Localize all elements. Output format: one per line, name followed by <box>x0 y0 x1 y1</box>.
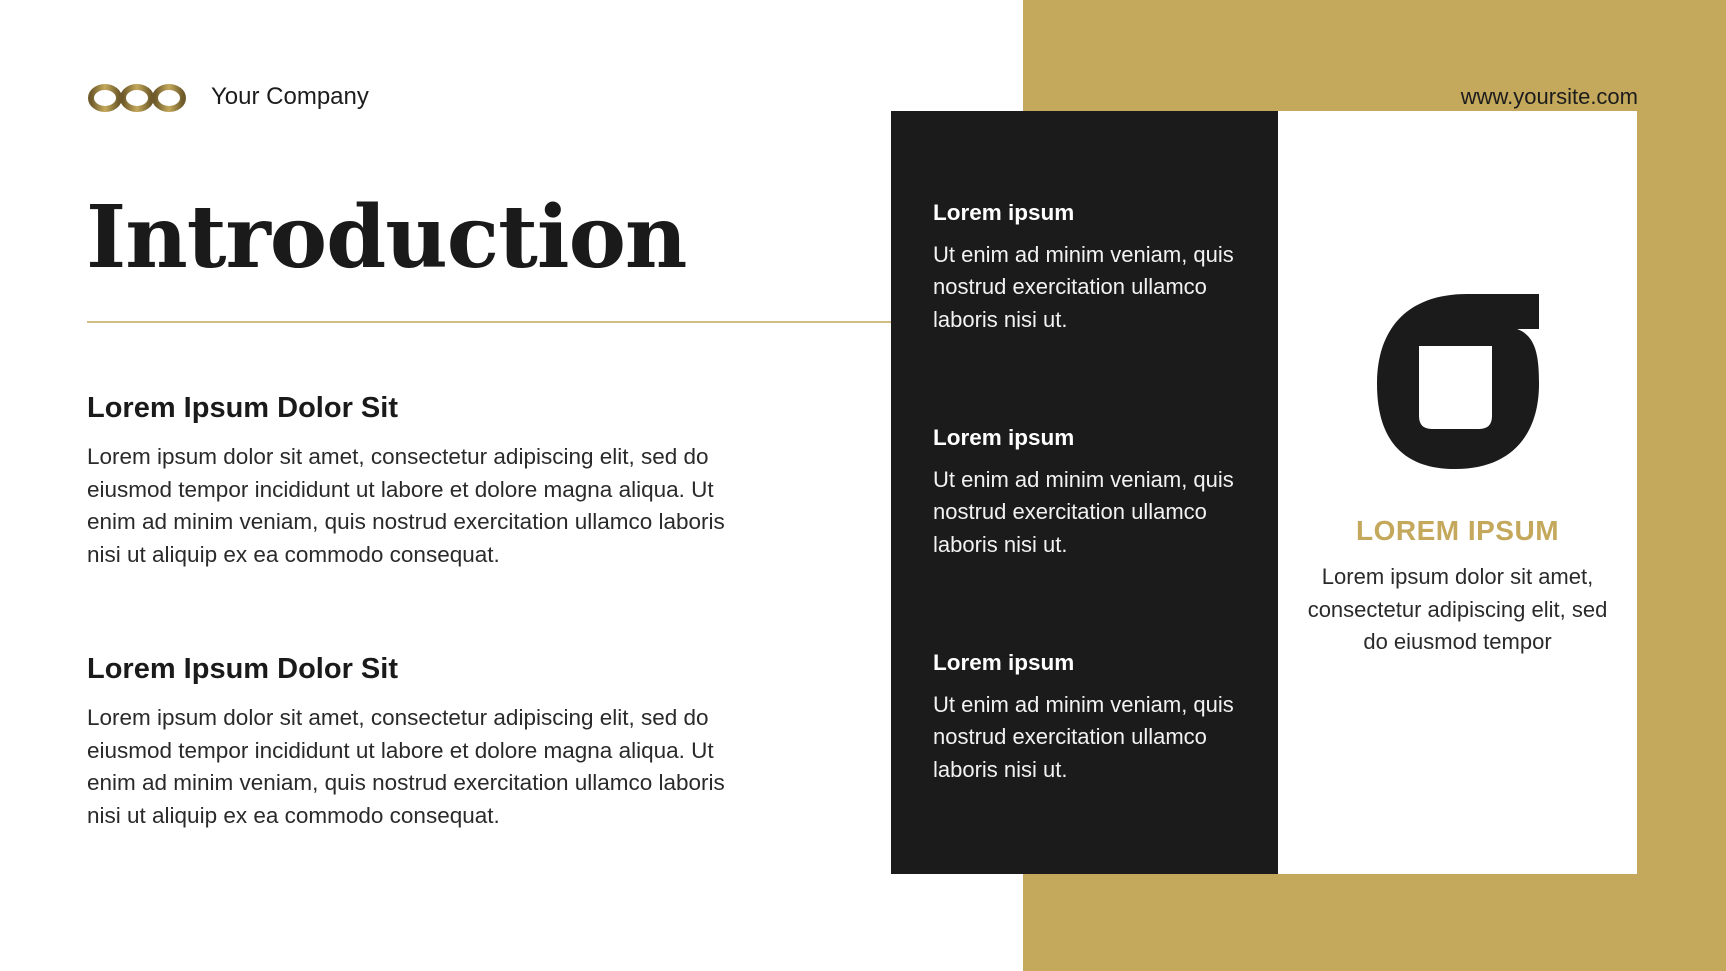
section-heading: Lorem Ipsum Dolor Sit <box>87 392 398 424</box>
dark-card-item-body: Ut enim ad minim veniam, quis nostrud exercitation ullamco laboris nisi ut. <box>933 467 1234 557</box>
infinity-chain-logo-icon <box>87 80 187 116</box>
intro-section-1 <box>87 388 747 571</box>
section-body: Lorem ipsum dolor sit amet, consectetur adipiscing elit, sed do eiusmod tempor incididunt ut labore et dolore magna aliqua. Ut enim ad minim veniam, quis nostrud exercitation ullamco laboris nisi ut aliquip ex ea commodo consequat. <box>87 705 725 828</box>
dark-card-item-body: Ut enim ad minim veniam, quis nostrud exercitation ullamco laboris nisi ut. <box>933 692 1234 782</box>
section-heading: Lorem Ipsum Dolor Sit <box>87 653 398 685</box>
brand-card <box>1278 111 1637 874</box>
intro-section-2 <box>87 649 747 832</box>
title-divider <box>87 321 891 323</box>
page-title: Introduction <box>86 187 687 288</box>
section-body: Lorem ipsum dolor sit amet, consectetur adipiscing elit, sed do eiusmod tempor incididunt ut labore et dolore magna aliqua. Ut enim ad minim veniam, quis nostrud exercitation ullamco laboris nisi ut aliquip ex ea commodo consequat. <box>87 444 725 567</box>
sigma-brand-icon <box>1377 294 1539 469</box>
dark-card-item-body: Ut enim ad minim veniam, quis nostrud exercitation ullamco laboris nisi ut. <box>933 242 1234 332</box>
dark-card-item <box>933 423 1263 561</box>
brand-card-heading: LOREM IPSUM <box>1355 515 1560 546</box>
website-link[interactable]: www.yoursite.com <box>1460 84 1638 109</box>
dark-card-item-heading: Lorem ipsum <box>933 200 1075 225</box>
dark-card-item <box>933 198 1263 336</box>
dark-card-item-heading: Lorem ipsum <box>933 425 1075 450</box>
dark-card-item-heading: Lorem ipsum <box>933 650 1075 675</box>
dark-info-card <box>891 111 1278 874</box>
dark-card-item <box>933 648 1263 786</box>
company-name: Your Company <box>211 83 369 110</box>
brand-card-body: Lorem ipsum dolor sit amet, consectetur adipiscing elit, sed do eiusmod tempor <box>1307 564 1608 654</box>
